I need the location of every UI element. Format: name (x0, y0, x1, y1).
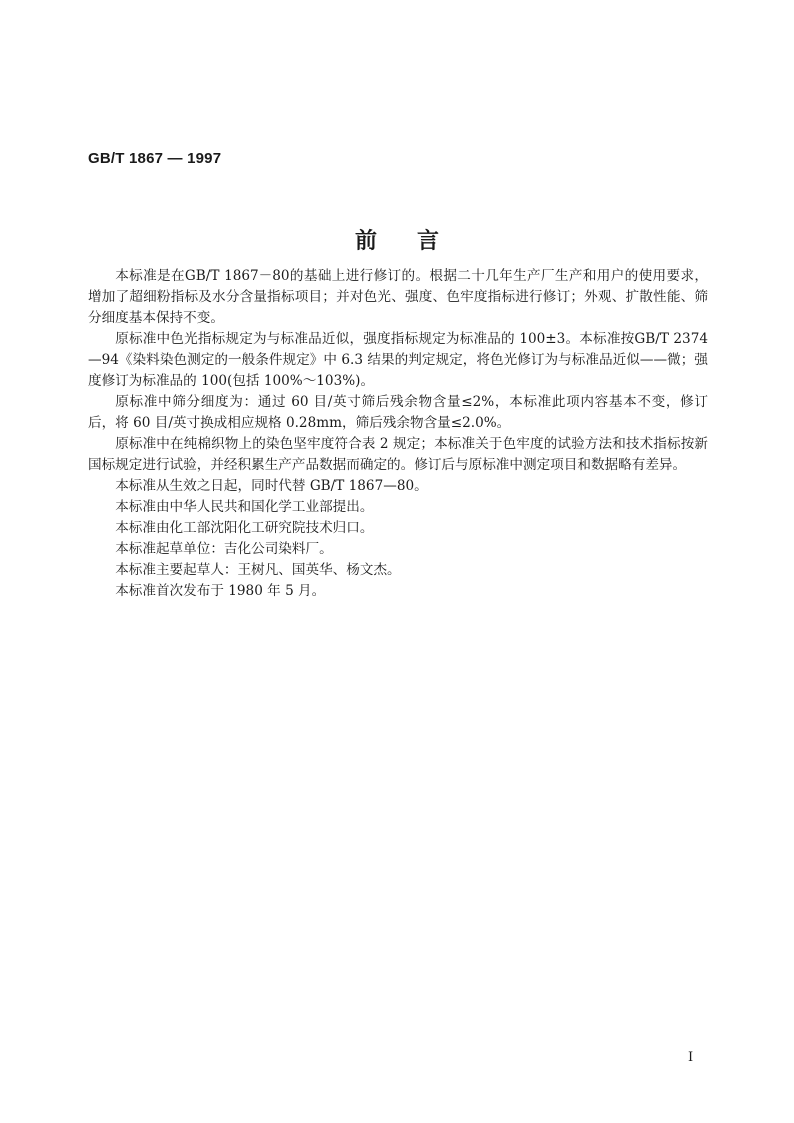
foreword-body (88, 266, 708, 602)
paragraph-drafting-unit: 本标准起草单位：吉化公司染料厂。 (115, 541, 333, 557)
paragraph-first-issued: 本标准首次发布于 1980 年 5 月。 (115, 583, 326, 599)
paragraph-drafters: 本标准主要起草人：王树凡、国英华、杨文杰。 (115, 562, 401, 578)
page-number: I (688, 1050, 694, 1065)
paragraph-administered-by: 本标准由化工部沈阳化工研究院技术归口。 (115, 520, 374, 536)
page-title: 前言 (354, 229, 479, 254)
paragraph-replaces: 本标准从生效之日起，同时代替 GB/T 1867—80。 (115, 478, 428, 494)
paragraph-sieve-fineness: 原标准中筛分细度为：通过 60 目/英寸筛后残余物含量≤2%，本标准此项内容基本不变，修订后，将 60 目/英寸换成相应规格 0.28mm，筛后残余物含量≤2.0%。 (88, 394, 708, 431)
paragraph-revision-basis: 本标准是在GB/T 1867－80的基础上进行修订的。根据二十几年生产厂生产和用户的使用要求，增加了超细粉指标及水分含量指标项目；并对色光、强度、色牢度指标进行修订；外观、扩散性能、筛分细度基本保持不变。 (88, 268, 708, 326)
paragraph-proposed-by: 本标准由中华人民共和国化学工业部提出。 (115, 499, 374, 515)
paragraph-color-strength: 原标准中色光指标规定为与标准品近似，强度指标规定为标准品的 100±3。本标准按GB/T 2374—94《染料染色测定的一般条件规定》中 6.3 结果的判定规定，将色光修订为与标准品近似——微；强度修订为标准品的 100(包括 100%～103%)。 (88, 331, 708, 389)
paragraph-color-fastness: 原标准中在纯棉织物上的染色坚牢度符合表 2 规定；本标准关于色牢度的试验方法和技术指标按新国标规定进行试验，并经积累生产产品数据而确定的。修订后与原标准中测定项目和数据略有差异。 (88, 436, 708, 473)
standard-code: GB/T 1867 — 1997 (88, 150, 222, 167)
